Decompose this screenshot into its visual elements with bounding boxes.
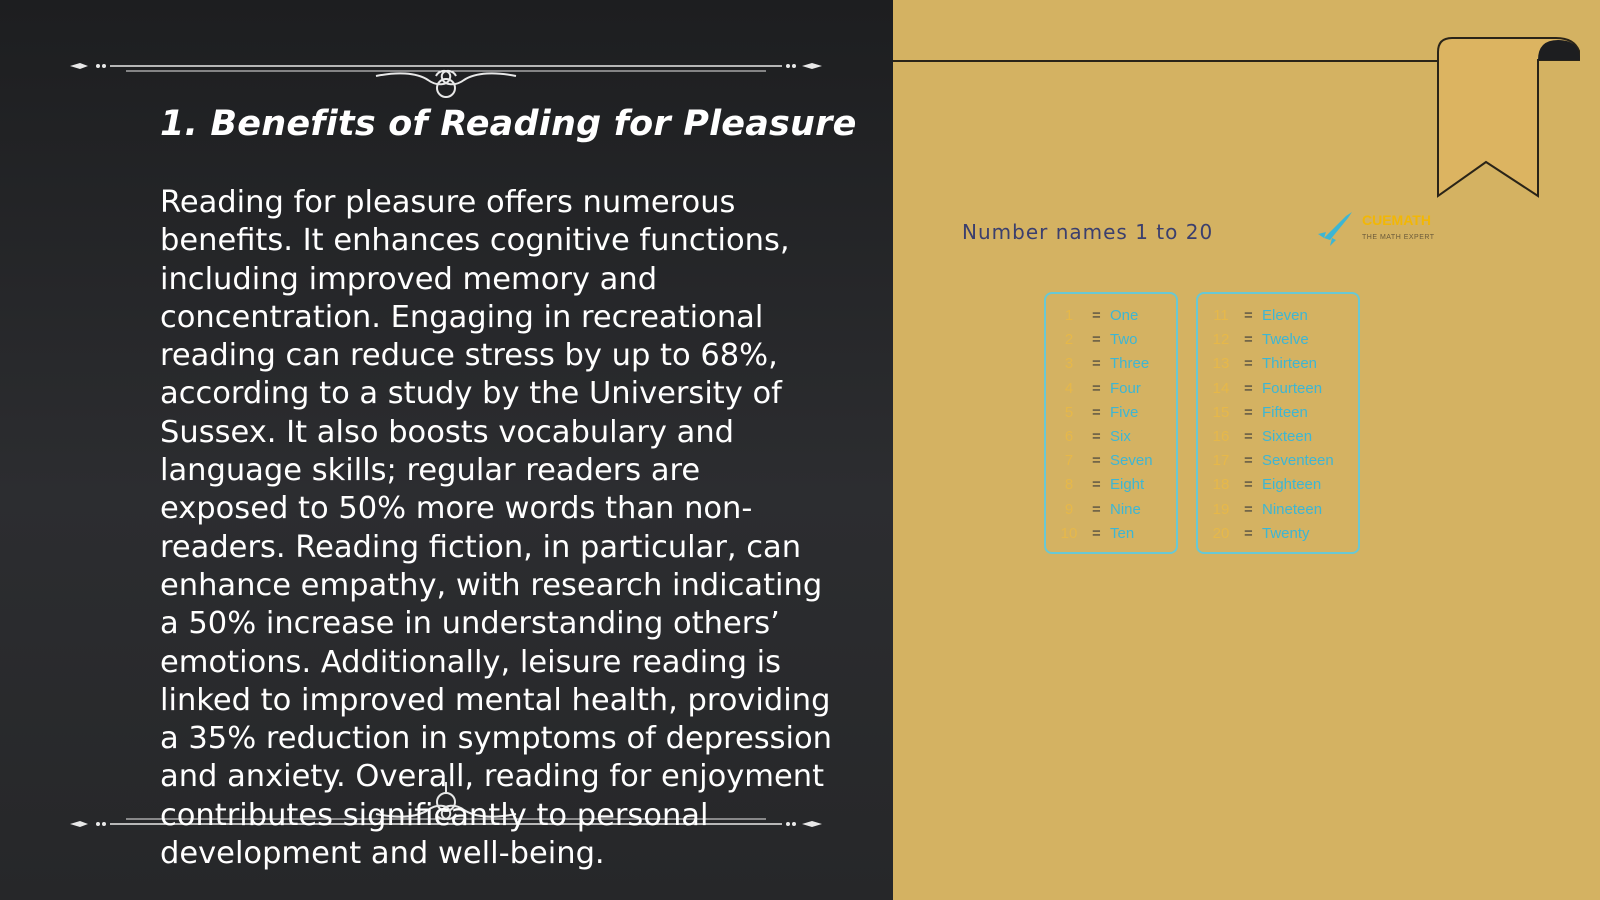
equals-sign: = [1092,524,1101,542]
equals-sign: = [1092,355,1101,373]
number-digit: 13 [1212,355,1230,373]
equals-sign: = [1244,379,1253,397]
equals-sign: = [1244,403,1253,421]
number-name-row [1198,475,1358,495]
number-word: Three [1110,355,1150,373]
number-word: Sixteen [1262,428,1313,445]
number-word: Seventeen [1262,452,1334,470]
number-name-row [1046,403,1176,423]
equals-sign: = [1244,452,1253,470]
number-name-row [1046,500,1176,520]
number-digit: 6 [1064,428,1074,445]
equals-sign: = [1092,331,1101,349]
number-digit: 5 [1064,403,1074,421]
number-name-row [1046,451,1176,471]
number-word: Thirteen [1262,355,1318,373]
equals-sign: = [1244,428,1253,445]
bookmark-ribbon-icon [1420,34,1580,204]
number-word: Fifteen [1262,403,1308,421]
number-name-row [1198,379,1358,399]
number-digit: 11 [1213,307,1229,324]
number-word: Eleven [1262,307,1308,324]
number-digit: 8 [1064,476,1074,494]
number-name-row [1046,524,1176,544]
number-digit: 15 [1212,403,1230,421]
number-digit: 17 [1212,452,1230,470]
number-names-box-11-20 [1196,292,1360,554]
equals-sign: = [1244,331,1253,349]
number-word: Five [1110,403,1139,421]
number-digit: 2 [1064,331,1074,349]
number-digit: 14 [1212,379,1230,397]
number-name-row [1046,354,1176,374]
number-word: Two [1110,331,1138,349]
equals-sign: = [1092,379,1101,397]
equals-sign: = [1092,307,1101,324]
number-word: Eight [1110,476,1145,494]
number-digit: 9 [1064,500,1074,518]
number-word: Four [1110,379,1141,397]
number-name-row [1198,500,1358,520]
number-word: Nine [1110,500,1141,518]
number-word: Twenty [1262,524,1310,542]
equals-sign: = [1092,476,1101,494]
number-name-row [1198,403,1358,423]
number-digit: 10 [1060,524,1078,542]
equals-sign: = [1244,500,1253,518]
number-name-row [1046,379,1176,399]
number-word: Ten [1110,524,1135,542]
number-names-box-1-10 [1044,292,1178,554]
logo-wordmark: CUEMATH [1362,212,1431,228]
ornament-flourish-top-icon [66,38,826,98]
slide-title: 1. Benefits of Reading for Pleasure [160,104,857,144]
number-name-row [1198,427,1358,447]
number-name-row [1198,306,1358,326]
number-name-row [1198,524,1358,544]
number-name-row [1046,306,1176,326]
slide-body-text: Reading for pleasure offers numerous benefits. It enhances cognitive functions, including improved memory and concentration. Engaging in recreational reading can reduce stress by up to 68%, according to a study by the University of Sussex. It also boosts vocabulary and language skills; regular readers are exposed to 50% more words than non-readers. Reading fiction, in particular, can enhance empathy, with research indicating a 50% increase in understanding others’ emotions. Additionally, leisure reading is linked to improved mental health, providing a 35% reduction in symptoms of depression and anxiety. Overall, reading for enjoyment contributes significantly to personal development and well-being. [160,185,832,872]
equals-sign: = [1244,476,1253,494]
number-digit: 16 [1212,428,1230,445]
equals-sign: = [1244,524,1253,542]
number-word: One [1110,307,1139,324]
equals-sign: = [1244,355,1253,373]
number-name-row [1198,451,1358,471]
number-digit: 19 [1212,500,1230,518]
equals-sign: = [1092,500,1101,518]
image-heading: Number names 1 to 20 [962,220,1214,244]
equals-sign: = [1092,452,1101,470]
number-name-row [1046,475,1176,495]
number-name-row [1046,427,1176,447]
number-word: Fourteen [1262,379,1323,397]
number-name-row [1198,330,1358,350]
number-digit: 18 [1212,476,1230,494]
number-digit: 20 [1212,524,1230,542]
number-word: Nineteen [1262,500,1323,518]
number-digit: 4 [1064,379,1074,397]
equals-sign: = [1092,403,1101,421]
equals-sign: = [1244,307,1253,324]
number-word: Six [1110,428,1131,445]
number-digit: 7 [1064,452,1074,470]
number-name-row [1198,354,1358,374]
number-word: Eighteen [1262,476,1322,494]
number-digit: 12 [1212,331,1230,349]
equals-sign: = [1092,428,1101,445]
logo-tagline: THE MATH EXPERT [1362,234,1435,241]
number-digit: 3 [1064,355,1074,373]
number-word: Twelve [1262,331,1309,349]
number-digit: 1 [1064,307,1074,324]
number-name-row [1046,330,1176,350]
number-word: Seven [1110,452,1153,470]
divider-line [893,60,1438,62]
